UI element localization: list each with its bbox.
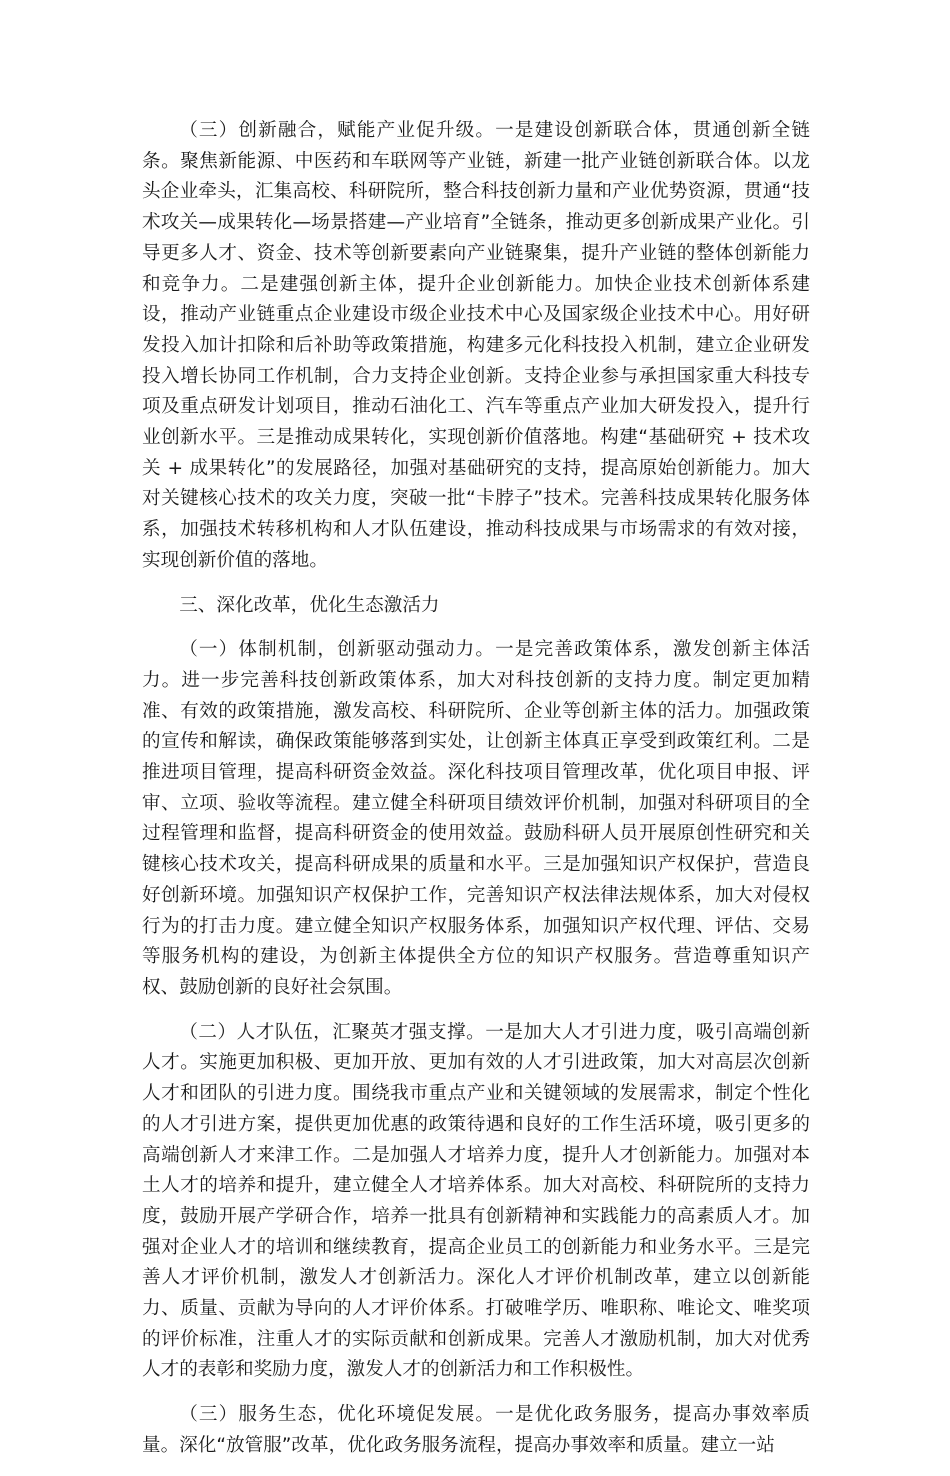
paragraph-innovation-integration: （三）创新融合，赋能产业促升级。一是建设创新联合体，贯通创新全链条。聚焦新能源、中医药和车联网等产业链，新建一批产业链创新联合体。以龙头企业牵头，汇集高校、科研院所，整合科技创新力量和产业优势资源，贯通“技术攻关—成果转化—场景搭建—产业培育”全链条，推动更多创新成果产业化。引导更多人才、资金、技术等创新要素向产业链聚集，提升产业链的整体创新能力和竞争力。二是建强创新主体，提升企业创新能力。加快企业技术创新体系建设，推动产业链重点企业建设市级企业技术中心及国家级企业技术中心。用好研发投入加计扣除和后补助等政策措施，构建多元化科技投入机制，建立企业研发投入增长协同工作机制，合力支持企业创新。支持企业参与承担国家重大科技专项及重点研发计划项目，推动石油化工、汽车等重点产业加大研发投入，提升行业创新水平。三是推动成果转化，实现创新价值落地。构建“基础研究 + 技术攻关 + 成果转化”的发展路径，加强对基础研究的支持，提高原始创新能力。加大对关键核心技术的攻关力度，突破一批“卡脖子”技术。完善科技成果转化服务体系，加强技术转移机构和人才队伍建设，推动科技成果与市场需求的有效对接，实现创新价值的落地。: [142, 120, 810, 571]
paragraph-service-ecosystem: （三）服务生态，优化环境促发展。一是优化政务服务，提高办事效率质量。深化“放管服”改革，优化政务服务流程，提高办事效率和质量。建立一站: [142, 1404, 810, 1456]
paragraph-talent-team: （二）人才队伍，汇聚英才强支撑。一是加大人才引进力度，吸引高端创新人才。实施更加积极、更加开放、更加有效的人才引进政策，加大对高层次创新人才和团队的引进力度。围绕我市重点产业和关键领域的发展需求，制定个性化的人才引进方案，提供更加优惠的政策待遇和良好的工作生活环境，吸引更多的高端创新人才来津工作。二是加强人才培养力度，提升人才创新能力。加强对本土人才的培养和提升，建立健全人才培养体系。加大对高校、科研院所的支持力度，鼓励开展产学研合作，培养一批具有创新精神和实践能力的高素质人才。加强对企业人才的培训和继续教育，提高企业员工的创新能力和业务水平。三是完善人才评价机制，激发人才创新活力。深化人才评价机制改革，建立以创新能力、质量、贡献为导向的人才评价体系。打破唯学历、唯职称、唯论文、唯奖项的评价标准，注重人才的实际贡献和创新成果。完善人才激励机制，加大对优秀人才的表彰和奖励力度，激发人才的创新活力和工作积极性。: [142, 1021, 810, 1381]
section-heading-reform: 三、深化改革，优化生态激活力: [179, 594, 440, 616]
document-body: [142, 116, 810, 1476]
paragraph-institutional-mechanism: （一）体制机制，创新驱动强动力。一是完善政策体系，激发创新主体活力。进一步完善科技创新政策体系，加大对科技创新的支持力度。制定更加精准、有效的政策措施，激发高校、科研院所、企业等创新主体的活力。加强政策的宣传和解读，确保政策能够落到实处，让创新主体真正享受到政策红利。二是推进项目管理，提高科研资金效益。深化科技项目管理改革，优化项目申报、评审、立项、验收等流程。建立健全科研项目绩效评价机制，加强对科研项目的全过程管理和监督，提高科研资金的使用效益。鼓励科研人员开展原创性研究和关键核心技术攻关，提高科研成果的质量和水平。三是加强知识产权保护，营造良好创新环境。加强知识产权保护工作，完善知识产权法律法规体系，加大对侵权行为的打击力度。建立健全知识产权服务体系，加强知识产权代理、评估、交易等服务机构的建设，为创新主体提供全方位的知识产权服务。营造尊重知识产权、鼓励创新的良好社会氛围。: [142, 639, 810, 998]
